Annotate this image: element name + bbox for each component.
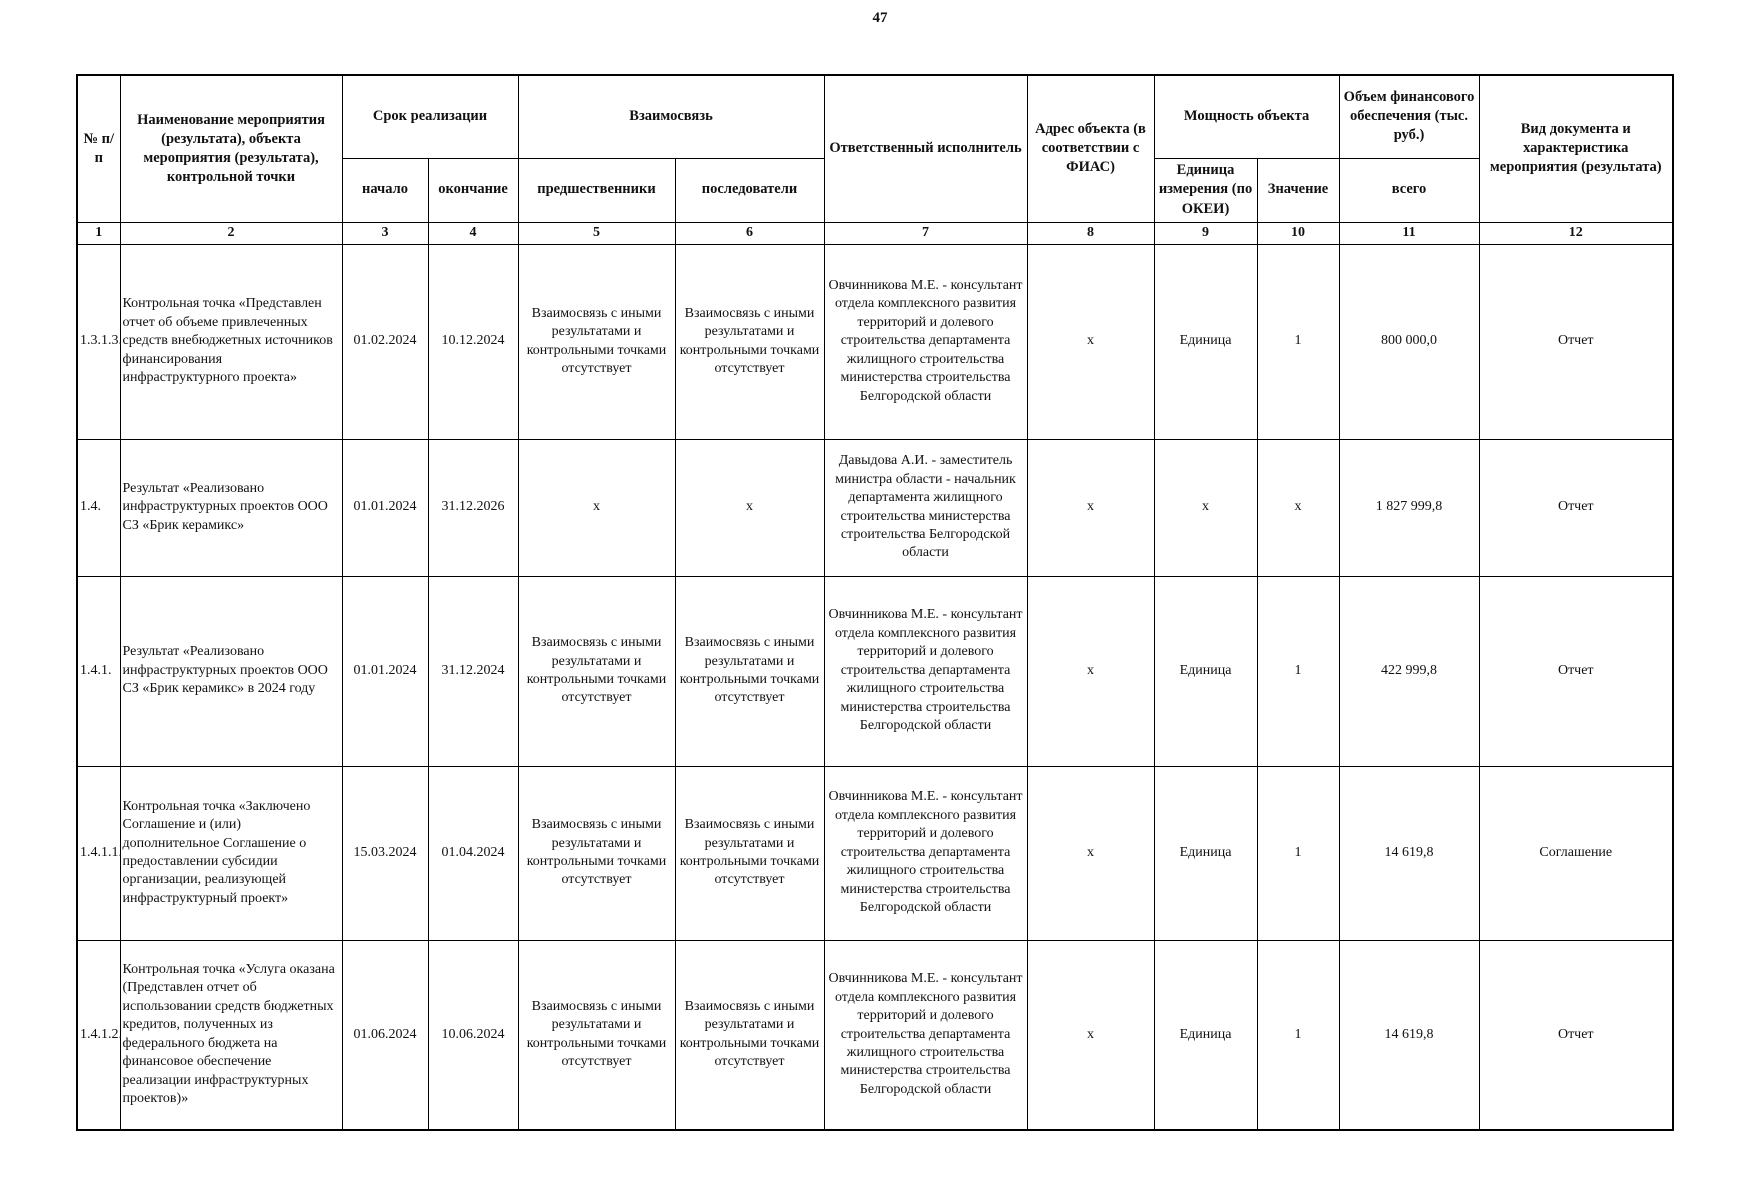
table-row [77,576,1673,766]
page-number: 47 [872,10,888,26]
header-capacity: Мощность объекта [1154,75,1339,158]
row-address: х [1027,244,1154,439]
row-address: х [1027,940,1154,1130]
row-start-date: 15.03.2024 [342,766,428,940]
row-doc-type: Отчет [1479,244,1673,439]
row-unit: Единица [1154,244,1257,439]
column-number: 2 [120,222,342,244]
column-number: 8 [1027,222,1154,244]
row-predecessors: Взаимосвязь с иными результатами и контрольными точками отсутствует [518,766,675,940]
row-successors: х [675,439,824,576]
column-number: 6 [675,222,824,244]
row-unit: Единица [1154,576,1257,766]
row-predecessors: Взаимосвязь с иными результатами и контрольными точками отсутствует [518,940,675,1130]
row-successors: Взаимосвязь с иными результатами и контрольными точками отсутствует [675,576,824,766]
header-name: Наименование мероприятия (результата), объекта мероприятия (результата), контрольной точки [120,75,342,222]
row-total: 800 000,0 [1339,244,1479,439]
row-start-date: 01.01.2024 [342,439,428,576]
header-successors: последователи [675,158,824,222]
row-successors: Взаимосвязь с иными результатами и контрольными точками отсутствует [675,766,824,940]
column-number: 4 [428,222,518,244]
column-number: 1 [77,222,120,244]
row-responsible: Овчинникова М.Е. - консультант отдела комплексного развития территорий и долевого строительства департамента жилищного строительства министерства строительства Белгородской области [824,940,1027,1130]
row-end-date: 01.04.2024 [428,766,518,940]
header-period: Срок реализации [342,75,518,158]
header-start: начало [342,158,428,222]
row-number: 1.4.1.2. [77,940,120,1130]
row-doc-type: Отчет [1479,439,1673,576]
row-responsible: Овчинникова М.Е. - консультант отдела комплексного развития территорий и долевого строительства департамента жилищного строительства министерства строительства Белгородской области [824,766,1027,940]
row-predecessors: х [518,439,675,576]
column-number: 11 [1339,222,1479,244]
header-responsible: Ответственный исполнитель [824,75,1027,222]
row-doc-type: Отчет [1479,940,1673,1130]
header-unit: Единица измерения (по ОКЕИ) [1154,158,1257,222]
column-number: 12 [1479,222,1673,244]
column-number: 5 [518,222,675,244]
row-predecessors: Взаимосвязь с иными результатами и контрольными точками отсутствует [518,244,675,439]
row-name: Контрольная точка «Услуга оказана (Представлен отчет об использовании средств бюджетных кредитов, полученных из федерального бюджета на финансовое обеспечение реализации инфраструктурных проектов)» [120,940,342,1130]
header-doc-type: Вид документа и характеристика мероприятия (результата) [1479,75,1673,222]
row-end-date: 10.06.2024 [428,940,518,1130]
header-address: Адрес объекта (в соответствии с ФИАС) [1027,75,1154,222]
row-end-date: 31.12.2024 [428,576,518,766]
row-successors: Взаимосвязь с иными результатами и контрольными точками отсутствует [675,244,824,439]
header-predecessors: предшественники [518,158,675,222]
column-number: 3 [342,222,428,244]
row-address: х [1027,576,1154,766]
row-address: х [1027,766,1154,940]
row-value: 1 [1257,576,1339,766]
row-doc-type: Отчет [1479,576,1673,766]
row-total: 14 619,8 [1339,766,1479,940]
row-address: х [1027,439,1154,576]
column-number: 10 [1257,222,1339,244]
table-row [77,439,1673,576]
column-number-row [77,222,1673,244]
row-name: Контрольная точка «Представлен отчет об объеме привлеченных средств внебюджетных источников финансирования инфраструктурного проекта» [120,244,342,439]
row-doc-type: Соглашение [1479,766,1673,940]
header-value: Значение [1257,158,1339,222]
row-responsible: Овчинникова М.Е. - консультант отдела комплексного развития территорий и долевого строительства департамента жилищного строительства министерства строительства Белгородской области [824,576,1027,766]
column-number: 9 [1154,222,1257,244]
row-name: Результат «Реализовано инфраструктурных проектов ООО СЗ «Брик керамикс» [120,439,342,576]
row-total: 1 827 999,8 [1339,439,1479,576]
header-finance: Объем финансового обеспечения (тыс. руб.) [1339,75,1479,158]
row-responsible: Овчинникова М.Е. - консультант отдела комплексного развития территорий и долевого строительства департамента жилищного строительства министерства строительства Белгородской области [824,244,1027,439]
row-number: 1.3.1.3. [77,244,120,439]
row-predecessors: Взаимосвязь с иными результатами и контрольными точками отсутствует [518,576,675,766]
row-unit: х [1154,439,1257,576]
row-number: 1.4. [77,439,120,576]
row-unit: Единица [1154,766,1257,940]
table-row [77,940,1673,1130]
header-end: окончание [428,158,518,222]
row-responsible: Давыдова А.И. - заместитель министра области - начальник департамента жилищного строительства министерства строительства Белгородской области [824,439,1027,576]
row-value: 1 [1257,940,1339,1130]
header-total: всего [1339,158,1479,222]
row-value: 1 [1257,244,1339,439]
row-total: 422 999,8 [1339,576,1479,766]
row-number: 1.4.1.1. [77,766,120,940]
row-number: 1.4.1. [77,576,120,766]
row-unit: Единица [1154,940,1257,1130]
row-total: 14 619,8 [1339,940,1479,1130]
row-value: 1 [1257,766,1339,940]
row-name: Результат «Реализовано инфраструктурных проектов ООО СЗ «Брик керамикс» в 2024 году [120,576,342,766]
column-number: 7 [824,222,1027,244]
row-end-date: 31.12.2026 [428,439,518,576]
row-successors: Взаимосвязь с иными результатами и контрольными точками отсутствует [675,940,824,1130]
row-start-date: 01.02.2024 [342,244,428,439]
header-relation: Взаимосвязь [518,75,824,158]
plan-table [76,74,1674,1131]
row-name: Контрольная точка «Заключено Соглашение и (или) дополнительное Соглашение о предоставлении субсидии организации, реализующей инфраструктурный проект» [120,766,342,940]
row-value: х [1257,439,1339,576]
row-end-date: 10.12.2024 [428,244,518,439]
table-row [77,766,1673,940]
table-row [77,244,1673,439]
row-start-date: 01.01.2024 [342,576,428,766]
row-start-date: 01.06.2024 [342,940,428,1130]
header-no: № п/п [77,75,120,222]
